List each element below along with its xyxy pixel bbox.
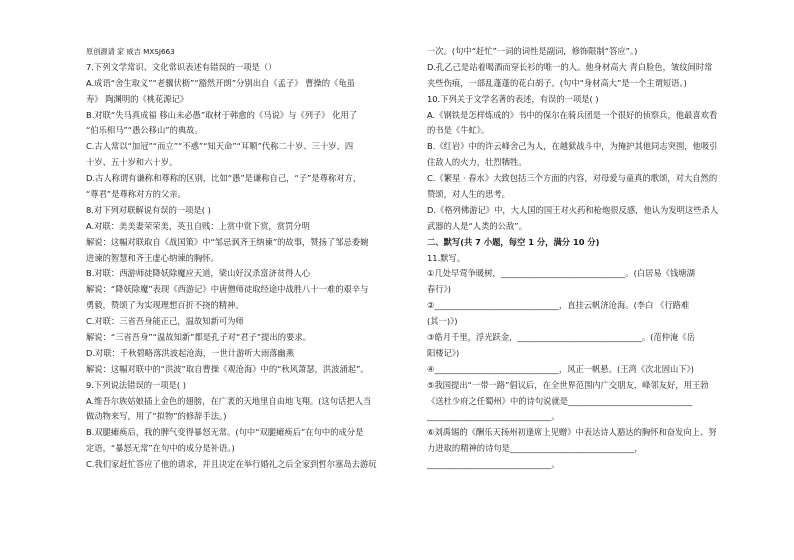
text-line: A.《钢铁是怎样炼成的》书中的保尔在骑兵团是一个很好的侦察兵，他最喜欢看 [427,109,718,120]
text-line: A.对联：美美妻荣荣美，英丑自贱：上赏中赏下赏，赏罚分明 [86,220,310,231]
text-line: ⑥刘禹锡的《酬乐天扬州初逢席上见赠》中表达诗人豁达的胸怀和奋发向上、努 [427,427,717,438]
text-line: B.双腿瘫痪后，我的脾气变得暴怒无常。(句中“双腿瘫痪后”在句中的成分是 [86,427,364,438]
text-line: 进谏的智慧和齐王虚心纳谏的胸怀。 [86,252,219,263]
text-line: 一次。(句中“赶忙”一词的词性是副词，修饰限制“答应”。) [427,46,638,56]
text-line: 武器的人是“人类的公敌”。 [427,220,527,231]
right-column [427,44,749,473]
left-column [86,44,406,473]
text-line: ⑤我国提出“一带一路”倡议后，在全世界范围内广交朋友，峰邻友好，用王勃 [427,379,709,390]
text-line: 10.下列关于文学名著的表述，有误的一项是( ) [427,93,599,104]
text-line: A.维吾尔族姑娘插上金色的翅膀，在广袤的天地里自由地飞翔。(这句话把人当 [86,395,372,406]
text-line: “尊君”是尊称对方的父亲。 [86,189,186,200]
text-line: 十岁、五十岁和六十岁。 [86,157,178,168]
text-line: 寿》 陶渊明的《桃花源记》 [86,93,189,104]
text-line: ______________________________。 [427,459,560,470]
text-line: 9.下列说法错误的一项是( ) [86,379,186,390]
text-line: 春行》) [427,284,451,295]
text-line: C.古人常以“加冠”“而立”“不惑”“知天命”“耳顺”代称二十岁、三十岁、四 [86,141,354,152]
text-line: “伯乐相马”“愚公移山”的典故。 [86,125,203,136]
text-line: B.对联“失马真成福 移山未必愚”取材于韩愈的《马说》与《列子》 化用了 [86,109,358,120]
text-line: 赞颂，对人生的思考。 [427,189,510,200]
text-line: 做动物来写，用了“拟物”的修辞手法。) [86,411,227,422]
text-line: 8.对下列对联解说有误的一项是( ) [86,204,211,215]
text-line: 夹些伤痕，一部乱蓬蓬的花白胡子。(句中“身材高大”是一个主谓短语。) [427,77,687,88]
text-line: 7.下列文学常识、文化常识表述有错误的一项是（） [86,61,277,72]
text-line: C.对联：三省吾身能正己，温故知新可为师 [86,316,244,327]
text-line: 二、默写(共 7 小题，每空 1 分，满分 10 分) [427,236,600,247]
text-line: 解说：这幅对联中的“洪波”取自曹操《观沧海》中的“秋风萧瑟，洪波涌起”。 [86,363,369,374]
text-line: 《送杜少府之任蜀州》中的诗句说就是______________________________ [427,395,693,406]
text-line: D.古人称谓有谦称和尊称的区别，比如“愚”是谦称自己，“子”是尊称对方， [86,173,362,184]
text-line: B.对联：西游师徒降妖除魔应天道，梁山好汉杀富济贫得人心 [86,268,311,279]
text-line: 力进取的精神的诗句是______________________________， [427,443,643,454]
text-line: 住敌人的火力，壮烈牺牲。 [427,157,527,168]
text-line: 勇毅，赞颂了为实现理想百折不挠的精神。 [86,300,244,311]
text-line: C.《繁星 · 春水》大致包括三个方面的内容，对母爱与童真的歌颂，对大自然的 [427,173,718,184]
text-line: 原创源请 家 威吉 MXSJ663 [86,47,175,56]
text-line: A.成语“舍生取义”“老骥伏枥”“豁然开朗”分别出自《孟子》 曹操的《龟虽 [86,77,355,88]
text-line: D.孔乙己是站着喝酒而穿长衫的唯一的人。他身材高大 青白脸色，皱纹间时常 [427,61,713,72]
text-line: ②______________________________，直挂云帆济沧海。(李白 《行路难 [427,300,690,311]
text-line: D.对联：千秋碧略落洪波起沧海，一世计游听大雨落幽燕 [86,347,295,358]
text-line: ④______________________________，风正一帆悬。(王湾《次北固山下》) [427,363,694,374]
text-line: 的书是《牛虻》。 [427,125,490,136]
text-line: 11.默写。 [427,252,466,263]
text-line: C.我们家赶忙答应了他的请求，并且决定在举行婚礼之后全家到哲尔塞岛去游玩 [86,459,377,470]
text-line: 解说：“三省吾身”“温故知新”都是孔子对“君子”提出的要求。 [86,332,311,343]
text-line: D.《格列佛游记》中，大人国的国王对火药和枪炮很反感，他认为发明这些杀人 [427,204,719,215]
text-line: 阳楼记》) [427,347,460,358]
text-line: 定语，“暴怒无常”在句中的成分是补语。) [86,443,235,454]
text-line: ______________________________。 [427,411,560,422]
text-line: 解说：“降妖除魔”表现《西游记》中唐僧师徒取经途中战胜八十一难的艰辛与 [86,284,369,295]
text-line: ③皓月千里，浮光跃金，______________________________。(范仲淹《岳 [427,332,695,343]
text-line: (其一)》) [427,316,458,327]
text-line: B.《红岩》中的许云峰舍己为人，在越狱战斗中，为掩护其他同志突围，他吸引 [427,141,718,152]
text-line: ①几处早莺争暖树，______________________________。(白居易《钱塘湖 [427,268,695,279]
text-line: 解说：这幅对联取自《战国策》中“邹忌讽齐王纳谏”的故事，赞扬了邹忌委婉 [86,236,369,247]
